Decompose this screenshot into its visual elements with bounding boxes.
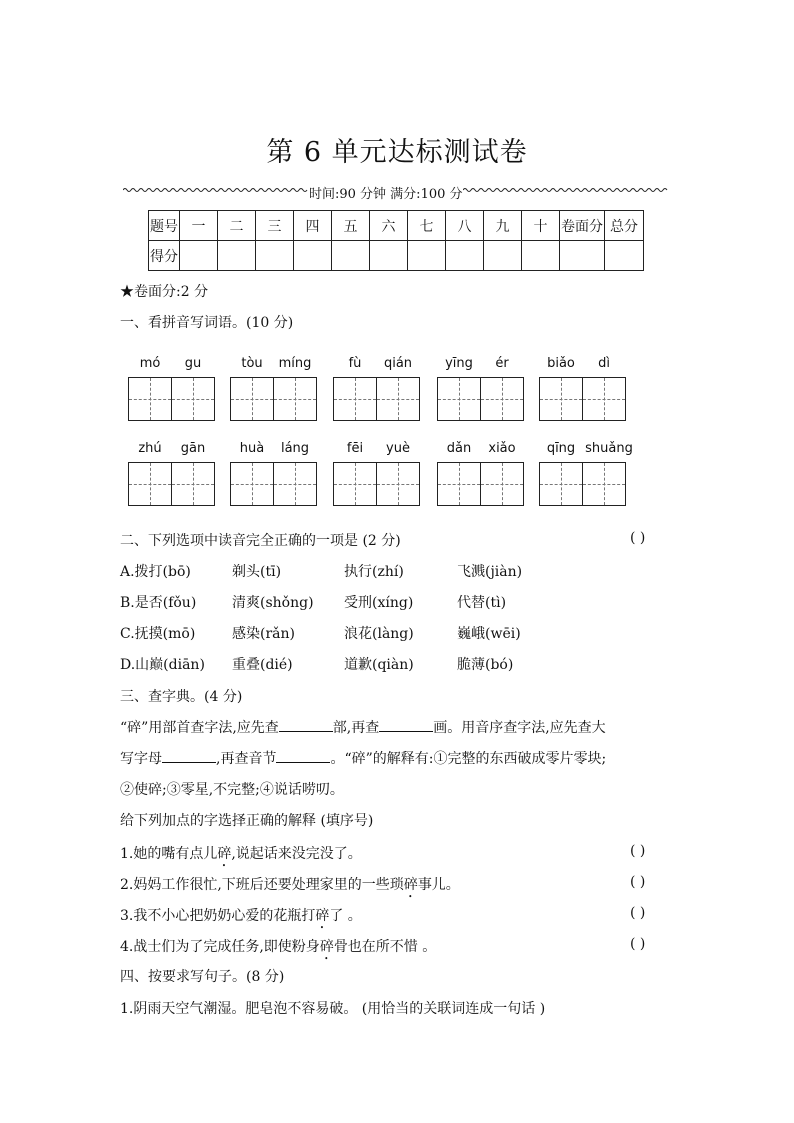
score-input-cell[interactable] [180,241,218,271]
writing-box[interactable] [230,462,274,506]
option-word: C.抚摸(mō) [120,626,196,642]
writing-box[interactable] [128,462,172,506]
pinyin-label: yuè [386,441,410,456]
section-2-title: 二、下列选项中读音完全正确的一项是 (2 分) [120,533,401,549]
option-word: 代替(tì) [457,595,507,611]
text: 事儿。 [417,877,460,893]
section-3-instruction: 给下列加点的字选择正确的解释 (填序号) [120,813,374,829]
table-cell: 七 [408,211,446,241]
score-input-cell[interactable] [446,241,484,271]
option-word: 受刑(xíng) [344,595,414,611]
question-item [120,843,362,870]
wavy-divider-left [123,187,308,193]
writing-box[interactable] [539,462,583,506]
score-input-cell[interactable] [294,241,332,271]
writing-box[interactable] [539,377,583,421]
writing-box[interactable] [437,377,481,421]
option-word: 清爽(shǒng) [232,595,314,611]
writing-box[interactable] [582,462,626,506]
pinyin-label: ér [495,356,509,371]
writing-box[interactable] [333,377,377,421]
section-3-title: 三、查字典。(4 分) [120,689,243,705]
score-input-cell[interactable] [218,241,256,271]
pinyin-label: shuǎng [585,441,633,456]
option-word: 脆薄(bó) [457,657,514,673]
dotted-character: 碎 [217,846,232,862]
section-1-title: 一、看拼音写词语。(10 分) [120,315,294,331]
option-word: 执行(zhí) [344,564,404,580]
dotted-character: 碎 [319,939,334,955]
option-word: 道歉(qiàn) [344,657,414,673]
table-cell: 十 [522,211,560,241]
table-cell: 五 [332,211,370,241]
pinyin-label: xiǎo [488,441,516,456]
answer-parentheses[interactable]: ( ) [630,843,646,859]
writing-box[interactable] [273,377,317,421]
score-input-cell[interactable] [256,241,294,271]
pinyin-label: qián [383,356,413,371]
score-input-cell[interactable] [560,241,605,271]
table-cell: 一 [180,211,218,241]
section-4-question-1: 1.阴雨天空气潮湿。肥皂泡不容易破。 (用恰当的关联词连成一句话 ) [120,1001,546,1017]
text: 画。用音序查字法,应先查大 [433,720,606,736]
score-table [148,210,644,271]
table-cell: 九 [484,211,522,241]
answer-blank[interactable] [279,731,333,732]
pinyin-label: láng [280,441,310,456]
score-input-cell[interactable] [370,241,408,271]
table-cell: 六 [370,211,408,241]
question-item [120,905,362,932]
neatness-score-note: ★卷面分:2 分 [120,284,209,300]
answer-parentheses[interactable]: ( ) [630,530,646,546]
option-word: 剃头(tī) [232,564,282,580]
question-item [120,936,436,963]
table-cell: 八 [446,211,484,241]
text: 4.战士们为了完成任务,即使粉身 [120,939,320,955]
option-word: 巍峨(wēi) [457,626,521,642]
option-word: 浪花(làng) [344,626,414,642]
dictionary-paragraph-line-2 [120,748,606,768]
table-cell: 四 [294,211,332,241]
pinyin-label: huà [239,441,265,456]
answer-parentheses[interactable]: ( ) [630,905,646,921]
writing-box[interactable] [128,377,172,421]
dotted-character: 碎 [315,908,330,924]
writing-box[interactable] [171,377,215,421]
option-word: D.山巅(diān) [120,657,205,673]
section-4-title: 四、按要求写句子。(8 分) [120,969,285,985]
writing-box[interactable] [480,462,524,506]
text: “碎”用部首查字法,应先查 [120,720,279,736]
text: 2.妈妈工作很忙,下班后还要处理家里的一些琐 [120,877,404,893]
pinyin-label: míng [278,356,312,371]
answer-parentheses[interactable]: ( ) [630,874,646,890]
table-cell: 卷面分 [560,211,605,241]
pinyin-label: fēi [346,441,364,456]
answer-blank[interactable] [379,731,433,732]
answer-parentheses[interactable]: ( ) [630,936,646,952]
text: 部,再查 [332,720,380,736]
text: 。“碎”的解释有:①完整的东西破成零片零块; [330,751,607,767]
table-cell: 题号 [149,211,180,241]
writing-box[interactable] [437,462,481,506]
pinyin-label: zhú [138,441,162,456]
pinyin-label: mó [139,356,161,371]
writing-box[interactable] [333,462,377,506]
pinyin-label: gān [180,441,206,456]
score-input-cell[interactable] [484,241,522,271]
dictionary-paragraph-line-3: ②使碎;③零星,不完整;④说话唠叨。 [120,782,344,798]
writing-box[interactable] [376,462,420,506]
option-word: B.是否(fǒu) [120,595,197,611]
text: 了 。 [329,908,362,924]
writing-box[interactable] [480,377,524,421]
table-cell: 三 [256,211,294,241]
pinyin-label: qīng [546,441,576,456]
table-cell: 得分 [149,241,180,271]
writing-box[interactable] [171,462,215,506]
writing-box[interactable] [273,462,317,506]
dotted-character: 碎 [403,877,418,893]
text: 1.她的嘴有点儿 [120,846,218,862]
writing-box[interactable] [582,377,626,421]
table-cell: 二 [218,211,256,241]
dictionary-paragraph-line-1 [120,717,606,737]
text: ,再查音节 [216,751,277,767]
exam-info [123,183,671,201]
text: 骨也在所不惜 。 [333,939,437,955]
table-cell: 总分 [605,211,644,241]
pinyin-label: dì [598,356,610,371]
pinyin-label: tòu [241,356,263,371]
score-table-score-row [149,241,644,271]
text: 3.我不小心把奶奶心爱的花瓶打 [120,908,316,924]
option-word: 飞溅(jiàn) [457,564,523,580]
pinyin-label: dǎn [446,441,472,456]
score-input-cell[interactable] [332,241,370,271]
score-table-header-row [149,211,644,241]
option-word: A.拨打(bō) [120,564,191,580]
option-word: 感染(rǎn) [232,626,295,642]
score-input-cell[interactable] [522,241,560,271]
writing-box[interactable] [376,377,420,421]
score-input-cell[interactable] [605,241,644,271]
writing-box[interactable] [230,377,274,421]
score-input-cell[interactable] [408,241,446,271]
question-item [120,874,460,901]
option-word: 重叠(dié) [232,657,293,673]
answer-blank[interactable] [162,762,216,763]
time-score-info: 时间:90 分钟 满分:100 分 [309,187,463,202]
pinyin-label: fù [348,356,362,371]
pinyin-label: gu [184,356,202,371]
answer-blank[interactable] [276,762,330,763]
pinyin-label: yīng [445,356,473,371]
text: ,说起话来没完没了。 [231,846,362,862]
pinyin-label: biǎo [547,356,575,371]
text: 写字母 [120,751,162,767]
wavy-divider-right [463,187,668,193]
page-title: 第 6 单元达标测试卷 [266,137,528,168]
